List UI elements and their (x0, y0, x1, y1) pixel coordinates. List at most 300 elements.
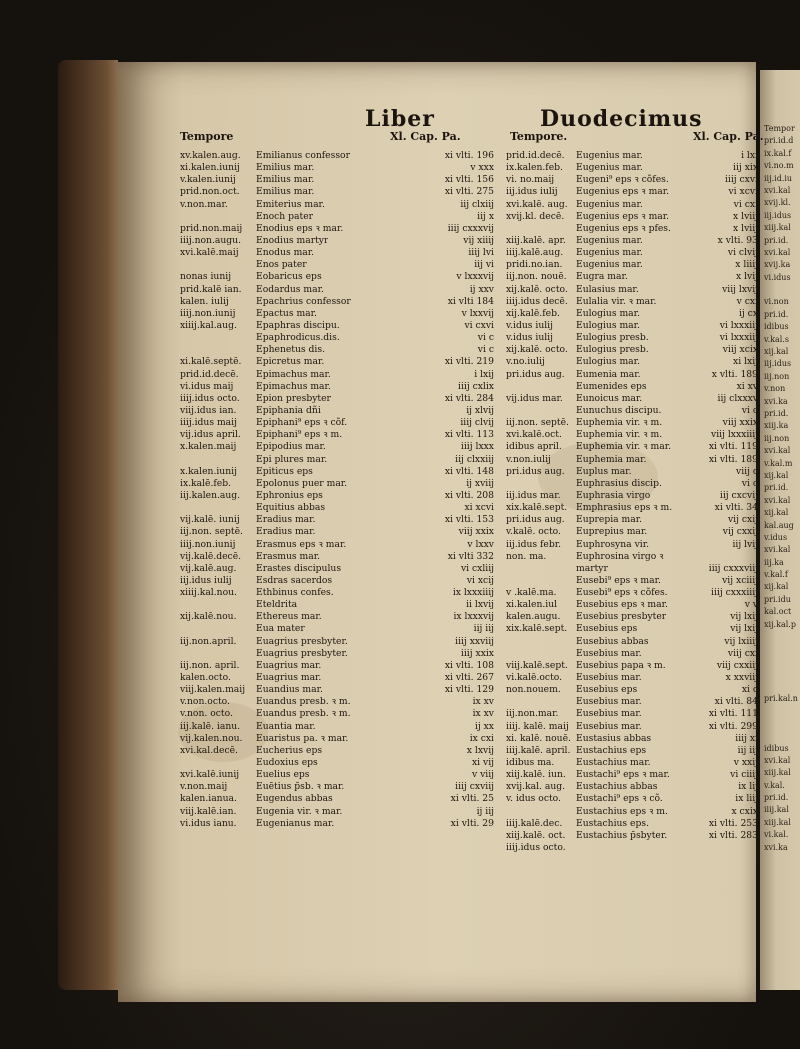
date-cell: xix.kalē.sept. (506, 623, 568, 635)
date-cell: iiij. kalē. maij (506, 720, 569, 732)
index-entry (576, 575, 758, 587)
date-cell: ix.kalen.feb. (506, 162, 563, 174)
entry-reference: iij clxxiij (455, 453, 494, 465)
entry-reference: v lxxv (467, 538, 494, 550)
entry-reference: v xxx (470, 162, 494, 174)
index-entry (576, 441, 758, 453)
next-page-edge (760, 70, 800, 990)
next-page-fragment: xij.kal (764, 347, 789, 357)
entry-reference: xi vlti. 129 (444, 684, 494, 696)
entry-name: Eusebi⁹ eps ꝛ cõfes. (576, 587, 668, 599)
index-entry (576, 623, 758, 635)
entry-reference: vij lxij (730, 611, 758, 623)
next-page-fragment: pri.kal.n (764, 693, 798, 703)
entry-name: Eusebius papa ꝛ m. (576, 659, 666, 671)
entry-reference: vi c (741, 477, 758, 489)
index-entry (256, 599, 494, 611)
entry-reference: iiij lxxx (460, 441, 494, 453)
entry-name: Eugenius eps ꝛ pfes. (576, 222, 671, 234)
date-cell: iij.kalē. ianu. (180, 720, 241, 732)
entry-reference: xi vlti. 108 (444, 659, 494, 671)
entry-reference: xi vlti. 156 (444, 174, 494, 186)
index-entry (256, 575, 494, 587)
entry-name: Epaphrodicus.dis. (256, 332, 340, 344)
entry-reference: x lxvij (466, 744, 494, 756)
index-entry (576, 708, 758, 720)
next-page-fragment: iij.ka (764, 557, 784, 567)
date-cell: xij.kalē. octo. (506, 283, 568, 295)
entry-name: Euagrius mar. (256, 672, 322, 684)
entry-reference: iij clxiij (460, 198, 494, 210)
entry-reference: vi clvij (727, 247, 758, 259)
index-entry (256, 648, 494, 660)
date-cell (506, 806, 582, 818)
index-entry (576, 745, 758, 757)
index-entry (576, 806, 758, 818)
next-page-fragment: v.non (764, 384, 786, 394)
date-cell: vi.idus ianu. (180, 817, 237, 829)
next-page-fragment: v.kal. (764, 780, 785, 790)
next-page-fragment: pri.id. (764, 235, 789, 245)
index-entry (256, 806, 494, 818)
entry-name: Epaphras discipu. (256, 319, 340, 331)
entry-reference: vi lxxxiij (719, 332, 758, 344)
date-cell: vi.idus maij (180, 380, 234, 392)
index-entry (576, 186, 758, 198)
entry-reference: iij vi (474, 259, 494, 271)
entry-reference: iiij lvi (468, 247, 494, 259)
date-cell: viij.kalē.ian. (180, 805, 237, 817)
entry-reference: iiij cxxxiiij (711, 587, 758, 599)
next-page-fragment (760, 657, 800, 669)
entry-name: Emilius mar. (256, 174, 315, 186)
index-entry (576, 721, 758, 733)
entry-reference: viij lxxxiiij (711, 429, 758, 441)
entry-name: Eugeni⁹ eps ꝛ cõfes. (576, 174, 669, 186)
entry-name: Ethbinus confes. (256, 587, 334, 599)
index-entry (256, 150, 494, 162)
entry-reference: iiij cxxxvij (447, 222, 494, 234)
entry-name: Eugra mar. (576, 271, 628, 283)
entry-name: Euphrasia virgo (576, 489, 651, 501)
entry-reference: xi vlti. 111 (708, 708, 758, 720)
entry-name: Emilianus confessor (256, 150, 350, 161)
entry-reference: iij iij (737, 744, 758, 756)
index-entry (256, 344, 494, 356)
left-title: Liber (365, 106, 435, 132)
entry-name: Eusebi⁹ eps ꝛ mar. (576, 574, 661, 586)
index-entry (576, 235, 758, 247)
entry-name: Erasmus mar. (256, 550, 321, 562)
entry-reference: viij xxix (458, 526, 494, 538)
date-cell: xvi.kal.decē. (180, 744, 238, 756)
entry-reference: xi vlti 332 (447, 550, 494, 562)
entry-reference: xi vlti. 283 (708, 829, 758, 841)
index-entry (576, 830, 758, 842)
date-cell: xvij.kal. aug. (506, 781, 566, 793)
entry-name: Enoch pater (256, 210, 314, 222)
index-entry (256, 478, 494, 490)
entry-reference: xi vlti. 148 (444, 465, 494, 477)
entry-reference: vij xiiij (463, 234, 494, 246)
entry-reference: xi vlti. 84 (714, 696, 758, 708)
next-page-fragment: xvi.kal (764, 495, 791, 505)
index-entry (576, 757, 758, 769)
entry-reference: iiij cxviij (455, 781, 494, 793)
entry-name: Eusebius mar. (576, 720, 642, 732)
date-cell (506, 381, 582, 393)
next-page-fragment: xvij.ka (764, 260, 791, 270)
entry-reference: iij cxcvij (719, 489, 758, 501)
entry-name: Epicretus mar. (256, 356, 325, 368)
date-cell: xvi.kalē.oct. (506, 429, 562, 441)
entry-name: Enodus mar. (256, 247, 315, 259)
entry-reference: x cxix (731, 805, 758, 817)
entry-name: Eusebius presbyter (576, 611, 667, 623)
next-page-fragment: iij.id.iu (764, 173, 793, 183)
entry-name: Eustachius p̄sbyter. (576, 829, 668, 841)
entry-name: Eustachius mar. (576, 757, 651, 769)
next-page-fragment: iij.non (764, 371, 790, 381)
right-tempore-header: Tempore. (510, 130, 568, 143)
date-cell: xiiij.kal.aug. (180, 319, 237, 331)
index-entry (576, 320, 758, 332)
entry-reference: vij lxiiij (724, 635, 758, 647)
date-cell: xvij.kl̄. decē. (506, 210, 565, 222)
next-page-fragment (760, 285, 800, 297)
index-entry (576, 696, 758, 708)
index-entry (256, 369, 494, 381)
index-entry (256, 235, 494, 247)
next-page-fragment: xvi.kal (764, 446, 791, 456)
entry-name: Epiphani⁹ eps ꝛ cõf. (256, 417, 348, 429)
entry-reference: xi lxij (733, 356, 758, 368)
entry-name: Epiphania dñi (256, 404, 321, 416)
entry-reference: iij x (477, 210, 494, 222)
date-cell: vij.kalen.nou. (180, 732, 243, 744)
index-entry (256, 405, 494, 417)
index-entry (576, 308, 758, 320)
entry-reference: vij lxij (730, 623, 758, 635)
date-cell: iiij.idus maij (180, 417, 237, 429)
entry-name: Eodardus mar. (256, 283, 324, 295)
date-cell: pri.idus aug. (506, 465, 565, 477)
date-cell: v.idus iulij (506, 332, 553, 344)
next-page-fragment (760, 731, 800, 743)
entry-reference: xi vlti. 34 (714, 502, 758, 514)
index-entry (256, 526, 494, 538)
date-cell: pridi.no.ian. (506, 259, 563, 271)
date-cell (506, 223, 582, 235)
index-entry (256, 259, 494, 271)
date-cell: iiij.kalē.dec. (506, 817, 563, 829)
date-cell: viij.kalen.maij (180, 684, 246, 696)
date-cell: xvi.kalē.iunij (180, 769, 240, 781)
index-entry (256, 332, 494, 344)
entry-name: Eulalia vir. ꝛ mar. (576, 295, 657, 307)
next-page-fragment: xiij.ka (764, 421, 789, 431)
next-page-fragment: v.idus (764, 532, 788, 542)
index-entry (576, 769, 758, 781)
index-entry (256, 381, 494, 393)
date-cell: v.non. octo. (180, 708, 233, 720)
index-entry (576, 393, 758, 405)
entry-reference: iiij cxxxviij (708, 562, 758, 574)
date-cell: x.kalen.iunij (180, 465, 237, 477)
index-entry (576, 648, 758, 660)
index-entry (256, 296, 494, 308)
entry-reference: x lviij (733, 210, 758, 222)
entry-reference: iij clxxxv (717, 392, 758, 404)
entry-name: Eustachius eps (576, 744, 647, 756)
next-page-fragment: xij.kal (764, 470, 789, 480)
index-entry (256, 417, 494, 429)
index-entry (576, 478, 758, 490)
right-entry-column (576, 150, 758, 842)
entry-reference: xi vlti. 25 (450, 793, 494, 805)
date-cell (180, 344, 256, 356)
date-cell: iij.non.mar. (506, 708, 559, 720)
date-cell (506, 636, 582, 648)
date-cell: iiij.idus octo. (180, 392, 240, 404)
entry-reference: iiij xxviij (455, 635, 494, 647)
date-cell: iij.idus febr. (506, 538, 562, 550)
entry-name: Eulogius presb. (576, 332, 649, 344)
date-cell: ix.kalē.feb. (180, 477, 232, 489)
entry-reference: ix xv (472, 708, 494, 720)
index-entry (576, 684, 758, 696)
date-cell: xij.kalē. octo. (506, 344, 568, 356)
entry-reference: v lxxvij (461, 307, 494, 319)
date-cell: vij.kalē. iunij (180, 514, 240, 526)
entry-reference: vi ciiij (730, 769, 758, 781)
book-spine (58, 60, 118, 990)
entry-name: Emiterius mar. (256, 198, 325, 210)
index-entry (256, 672, 494, 684)
entry-name: Ephronius eps (256, 489, 323, 501)
entry-reference: v lxxxvij (456, 271, 494, 283)
entry-reference: xi vlti. 275 (444, 186, 494, 198)
entry-reference: viij xcix (722, 344, 758, 356)
date-cell (180, 502, 256, 514)
index-entry (256, 721, 494, 733)
date-cell: kalen.ianua. (180, 793, 237, 805)
index-entry (256, 429, 494, 441)
date-cell: iiij.non.augu. (180, 234, 241, 246)
entry-reference: xi vij (471, 757, 494, 769)
index-entry (256, 199, 494, 211)
index-entry (256, 454, 494, 466)
index-entry (576, 793, 758, 805)
entry-name: Eulasius mar. (576, 283, 639, 295)
index-entry (576, 405, 758, 417)
entry-name: Euphrosina virgo ꝛ (576, 550, 664, 562)
entry-name: Eugenia vir. ꝛ mar. (256, 805, 343, 817)
entry-name: Eustasius abbas (576, 732, 652, 744)
entry-reference: xi vlti. 299 (708, 720, 758, 732)
entry-reference: vij xciiij (722, 574, 758, 586)
entry-reference: ix cxi (469, 732, 494, 744)
index-entry (256, 733, 494, 745)
date-cell (180, 454, 256, 466)
entry-name: Esdras sacerdos (256, 574, 333, 586)
left-entry-column (256, 150, 494, 830)
entry-name: Eugenius mar. (576, 162, 643, 174)
entry-reference: vi cxi (733, 198, 758, 210)
entry-reference: x lvij (735, 271, 758, 283)
entry-reference: ij xlvij (466, 404, 494, 416)
next-page-fragment: pri.idu (764, 594, 791, 604)
date-cell: xiij.kalē. oct. (506, 829, 566, 841)
right-title: Duodecimus (540, 106, 703, 132)
entry-reference: iij iij (473, 623, 494, 635)
next-page-fragment: pri.id.d (764, 136, 794, 146)
entry-name: martyr (576, 562, 608, 574)
index-entry (576, 150, 758, 162)
date-cell: x.kalen.maij (180, 441, 237, 453)
index-entry (256, 636, 494, 648)
entry-name: Eustachi⁹ eps ꝛ mar. (576, 769, 670, 781)
entry-reference: viij c (736, 465, 758, 477)
entry-reference: xi vlti. 219 (444, 356, 494, 368)
date-cell (180, 332, 256, 344)
index-entry (256, 223, 494, 235)
entry-name: Epi plures mar. (256, 453, 328, 465)
index-entry (576, 369, 758, 381)
entry-reference: xi c (741, 684, 758, 696)
entry-name: Eulogius mar. (576, 356, 640, 368)
index-entry (256, 818, 494, 830)
entry-name: Euprepia mar. (576, 514, 643, 526)
right-ref-header: Xl. Cap. Pa. (693, 130, 764, 143)
date-cell: non.nouem. (506, 684, 561, 696)
next-page-fragment: kal.aug (764, 520, 794, 530)
entry-reference: ix liij (735, 793, 758, 805)
index-entry (576, 466, 758, 478)
entry-name: Eumenia mar. (576, 368, 641, 380)
entry-reference: vi cxvi (464, 319, 494, 331)
entry-reference (754, 551, 758, 563)
index-entry (576, 514, 758, 526)
date-cell (180, 259, 256, 271)
index-entry (256, 393, 494, 405)
next-page-fragment: pri.id. (764, 408, 789, 418)
index-entry (576, 611, 758, 623)
entry-reference: iiij xi (735, 732, 758, 744)
next-page-fragment: pri.id. (764, 793, 789, 803)
date-cell: iiij.non.iunij (180, 538, 236, 550)
index-entry (576, 223, 758, 235)
entry-name: Euaristus pa. ꝛ mar. (256, 732, 349, 744)
index-entry (576, 672, 758, 684)
index-entry (256, 563, 494, 575)
next-page-fragment: vi.kal. (764, 830, 789, 840)
entry-name: Eudoxius eps (256, 757, 318, 769)
entry-name: Equitius abbas (256, 502, 326, 514)
entry-name: Eugenianus mar. (256, 817, 335, 829)
entry-name: Eusebius mar. (576, 696, 642, 708)
entry-name: Eunuchus discipu. (576, 404, 662, 416)
next-page-fragment: ix.kal.f (764, 148, 792, 158)
entry-reference: ij xx (474, 720, 494, 732)
entry-reference: ij xviij (466, 477, 494, 489)
entry-name: Epolonus puer mar. (256, 477, 348, 489)
date-cell: v.non.octo. (180, 696, 230, 708)
entry-name: Euagrius presbyter. (256, 635, 348, 647)
date-cell: vij.idus mar. (506, 392, 563, 404)
index-entry (256, 162, 494, 174)
entry-name: Enodius eps ꝛ mar. (256, 222, 344, 234)
date-cell (180, 211, 256, 223)
index-entry (576, 271, 758, 283)
index-entry (256, 539, 494, 551)
next-page-fragment: xiij.kal (764, 223, 791, 233)
index-entry (256, 623, 494, 635)
date-cell: vij.kalē.aug. (180, 562, 237, 574)
entry-name: Eteldrita (256, 599, 298, 611)
index-entry (256, 320, 494, 332)
date-cell: xvi.kalē. aug. (506, 198, 568, 210)
entry-name: Euandius mar. (256, 684, 323, 696)
index-entry (576, 296, 758, 308)
entry-reference: xi xcvi (464, 502, 494, 514)
entry-reference: ix lij (738, 781, 758, 793)
entry-reference: i lxi (741, 150, 758, 161)
entry-name: Eulogius mar. (576, 319, 640, 331)
next-page-fragment (760, 706, 800, 718)
entry-name: Epipodius mar. (256, 441, 326, 453)
date-cell: iiij.kalē.aug. (506, 247, 564, 259)
date-cell: iij.kalen.aug. (180, 489, 241, 501)
entry-reference: xi vlti. 284 (444, 392, 494, 404)
date-cell: vij.idus april. (180, 429, 241, 441)
entry-reference: iiij cxvi (724, 174, 758, 186)
index-entry (576, 356, 758, 368)
index-entry (256, 284, 494, 296)
entry-reference: viij cxi (727, 647, 758, 659)
entry-name: Euphemia mar. (576, 453, 647, 465)
entry-name: Erasmus eps ꝛ mar. (256, 538, 347, 550)
date-cell: iiij.idus decē. (506, 295, 568, 307)
entry-reference: xi vlti. 253 (708, 817, 758, 829)
left-tempore-header: Tempore (180, 130, 234, 143)
date-cell: iij.non. april. (180, 659, 240, 671)
date-cell: vi.kalē.octo. (506, 672, 563, 684)
index-entry (256, 684, 494, 696)
left-date-column (180, 150, 256, 830)
next-page-fragment (760, 682, 800, 694)
entry-name: Emilius mar. (256, 186, 315, 198)
entry-reference: vi c (741, 404, 758, 416)
date-cell: prid.kalē ian. (180, 283, 242, 295)
entry-reference: vi c (477, 344, 494, 356)
index-entry (256, 551, 494, 563)
entry-reference: v cxi (736, 295, 758, 307)
next-page-fragment (760, 632, 800, 644)
date-cell: vi. no.maij (506, 174, 555, 186)
date-cell: iij.idus mar. (506, 489, 561, 501)
entry-name: Euphemia vir. ꝛ m. (576, 417, 663, 429)
date-cell: viij.kalē.sept. (506, 659, 568, 671)
date-cell: iij.non. septē. (180, 526, 243, 538)
next-page-fragment: pri.id. (764, 483, 789, 493)
next-page-fragment: v.kal.m (764, 458, 793, 468)
date-cell: xvi.kalē.maij (180, 247, 239, 259)
date-cell: pri.idus aug. (506, 514, 565, 526)
entry-reference: iiij clvij (460, 417, 494, 429)
entry-name: Emilius mar. (256, 162, 315, 174)
index-entry (576, 563, 758, 575)
